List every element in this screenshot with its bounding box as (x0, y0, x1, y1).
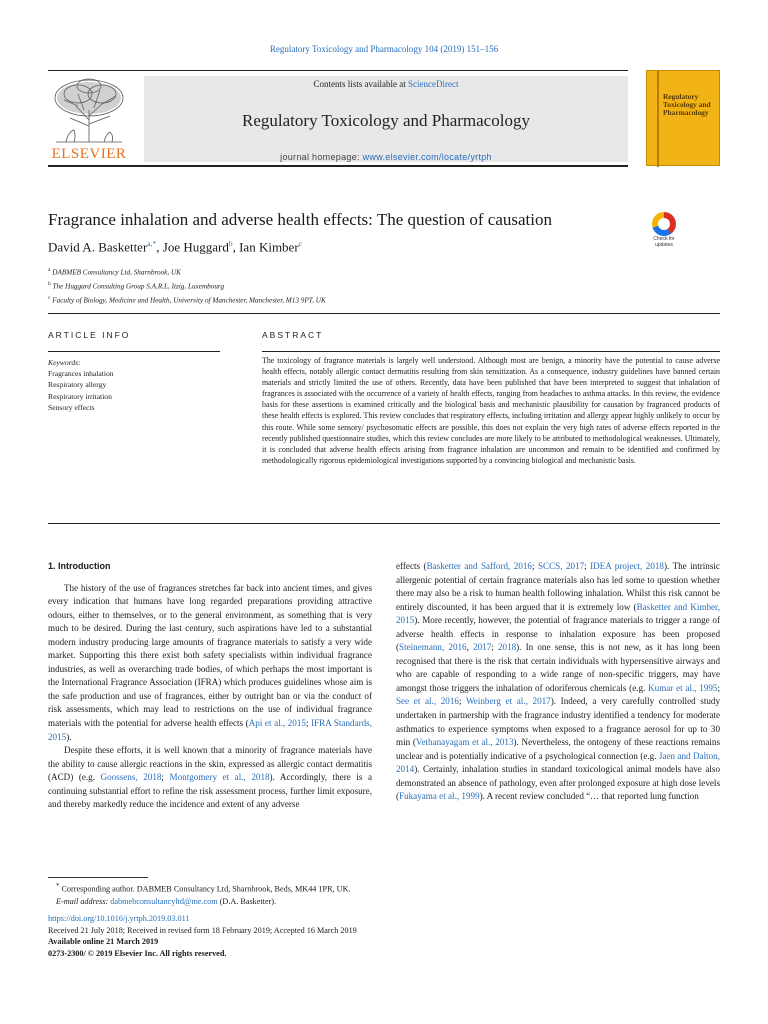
keyword-item: Respiratory irritation (48, 391, 112, 401)
body-text: ). The intrinsic allergenic potential of certain fragrance materials also has led some to question whether there may also be a risk to human health following inhalation. Whilst this risk cannot be entirely discounted, it has been argued that it is extremely low ( (396, 561, 720, 612)
body-text: ; (161, 772, 170, 783)
author-affil-mark[interactable]: b (228, 239, 233, 248)
check-updates-icon (652, 212, 676, 236)
copyright: 0273-2300/ © 2019 Elsevier Inc. All rights reserved. (48, 948, 227, 958)
author-name[interactable]: Ian Kimber (239, 239, 299, 255)
citation-link[interactable]: Jaen and Dalton, 2014 (396, 750, 720, 775)
citation-link[interactable]: Kumar et al., 1995 (648, 682, 718, 693)
citation-link[interactable]: 2018 (497, 642, 517, 653)
keywords-block (48, 357, 114, 413)
doi-link[interactable]: https://doi.org/10.1016/j.yrtph.2019.03.011 (48, 914, 190, 923)
citation-link[interactable]: 2017 (473, 642, 492, 653)
section-heading-introduction: 1. Introduction (48, 561, 111, 571)
author-affil-mark[interactable]: c (298, 239, 302, 248)
affiliations (48, 265, 326, 307)
keyword-item: Sensory effects (48, 402, 95, 412)
contents-line (144, 79, 628, 89)
cover-title: Regulatory Toxicology and Pharmacology (663, 92, 711, 117)
elsevier-wordmark: ELSEVIER (51, 146, 127, 162)
email-note: E-mail address: dabmebconsultancyltd@me.com (D.A. Basketter). (56, 896, 277, 906)
body-text: Despite these efforts, it is well known that a minority of fragrance materials have the ability to cause allergic reactions in the skin, expressed as allergic contact dermatitis (ACD) (e.g. (48, 745, 372, 783)
homepage-line (144, 152, 628, 162)
masthead-bottom-rule (48, 165, 628, 167)
citation-link[interactable]: IFRA Standards, 2015 (48, 718, 372, 742)
citation-link[interactable]: Basketter and Safford, 2016 (426, 561, 532, 571)
body-text: ). More recently, however, the potential of fragrance materials to trigger a range of adverse health effects in response to inhalation exposure has been proposed ( (396, 615, 720, 653)
body-text: ; (491, 642, 498, 653)
body-text: ; (305, 718, 312, 729)
front-matter (48, 913, 720, 959)
journal-banner (144, 76, 628, 162)
email-link[interactable]: dabmebconsultancyltd@me.com (110, 896, 218, 906)
check-for-updates-badge[interactable] (646, 212, 682, 250)
masthead-top-rule (48, 70, 628, 71)
body-text: ). A recent review concluded “… that reported lung function (479, 791, 699, 802)
author-affil-mark[interactable]: a,* (147, 239, 157, 248)
body-text: ). (66, 731, 72, 742)
journal-title: Regulatory Toxicology and Pharmacology (242, 111, 530, 130)
citation-link[interactable]: Api et al., 2015 (248, 718, 306, 729)
abstract-rule (262, 351, 720, 352)
citation-link[interactable]: Montgomery et al., 2018 (169, 772, 270, 783)
info-top-rule (48, 313, 720, 314)
body-column-right (396, 560, 720, 804)
homepage-prefix: journal homepage: (280, 152, 363, 162)
keyword-item: Fragrances inhalation (48, 369, 114, 379)
affiliation-item: $^a$ DABMEB Consultancy Ltd, Sharnbrook, UK (48, 267, 181, 277)
body-text: ). Indeed, a very carefully controlled study undertaken in partnership with the fragrance industry identified a tendency for moderate asthmatics to experience symptoms when exposed to a fragrance aerosol for up to 30 min ( (396, 696, 720, 748)
citation-link[interactable]: Basketter and Kimber, 2015 (396, 601, 720, 626)
body-text: , (466, 642, 474, 653)
body-paragraph (48, 744, 372, 812)
elsevier-tree-icon (48, 76, 130, 144)
citation-link[interactable]: Fukayama et al., 1999 (399, 791, 480, 802)
article-info-rule (48, 351, 220, 352)
body-paragraph (396, 560, 720, 804)
elsevier-logo[interactable] (48, 76, 130, 164)
body-text: ). Accordingly, there is a continuing substantial effort to refine the risk assessment process, further limit exposure, and thereby markedly reduce the incidence and extent of any adverse (48, 772, 372, 810)
author-name[interactable]: David A. Basketter (48, 239, 148, 255)
citation-link[interactable]: Vethanayagam et al., 2013 (415, 737, 514, 748)
body-text: ). Certainly, inhalation studies in standard toxicological animal models have also demonstrated an absence of pathology, even after prolonged exposure at high dose levels ( (396, 764, 720, 802)
article-title: Fragrance inhalation and adverse health effects: The question of causation (48, 210, 552, 229)
body-text: ; (458, 696, 466, 707)
body-text: effects ( (396, 561, 427, 571)
footnote-rule (48, 877, 148, 878)
homepage-link[interactable]: www.elsevier.com/locate/yrtph (362, 152, 492, 162)
keywords-title: Keywords: (48, 358, 81, 367)
author-list: David A. Basketter$^{a,*}$, Joe Huggard$^b$, Ian Kimber$^c$ (48, 239, 302, 255)
corresponding-author-note: * Corresponding author. DABMEB Consultancy Ltd, Sharnbrook, Beds, MK44 1PR, UK. (56, 883, 351, 894)
journal-reference[interactable]: Regulatory Toxicology and Pharmacology 104 (2019) 151–156 (269, 44, 499, 54)
citation-link[interactable]: SCCS, 2017 (537, 561, 585, 571)
journal-cover-thumbnail[interactable] (646, 70, 720, 166)
body-text: ). In one sense, this is not new, as it has long been recognised that there is the risk that certain individuals with hypersensitive airways and who are capable of responding to a wide range of non-specific triggers, may have amongst those triggers the inhalation of odoriferous chemicals (e.g. (396, 642, 721, 693)
abstract-text: The toxicology of fragrance materials is largely well understood. Although most are benign, a minority have the potential to cause adverse health effects, notably allergic contact dermatitis resulting from skin sensitization. As a consequence, industry guidelines have banned certain materials and strictly limited the use of others. Recently, data have been published that have been interpreted to suggest that inhalation of fragrances is associated with the occurrence of a variety of health effects, ranging from headaches to asthma attacks. In this review, the evidence basis for these assertions is examined critically and the biological basis and mechanistic plausibility for causation by fragranced products of these health effects is explored. This review concludes that respiratory effects, including irritation and allergy appear highly unlikely to occur by this route. While some sensory/ psychosomatic effects are possible, this does not explain the very high rates of adverse effects reported in the recently published questionnaire studies, which this review concludes are more likely to be attributed to methodological weaknesses. Ultimately, it is concluded that adverse health effects arising from fragrance inhalation are uncommon and remain to be identified and confirmed by methodologically rigorous epidemiological investigations supported by a convincing biological and mechanistic basis. (262, 356, 720, 465)
available-online: Available online 21 March 2019 (48, 937, 159, 947)
abstract-bottom-rule (48, 523, 720, 524)
received-dates: Received 21 July 2018; Received in revised form 18 February 2019; Accepted 16 March 2019 (48, 925, 357, 935)
sciencedirect-link[interactable]: ScienceDirect (408, 79, 459, 89)
citation-link[interactable]: Steinemann, 2016 (399, 642, 467, 653)
author-name[interactable]: Joe Huggard (162, 239, 229, 255)
body-text: The history of the use of fragrances stretches far back into ancient times, and gives every indication that humans have long regarded preparations providing attractive odours, either to themselves, or to the general environment, as something that is very much to be desired. During the last century, such aspirations have led to a substantial modern industry producing large amounts of fragrance materials to satisfy a very wide market. Supporting this there exist both safety specialists within individual fragrance industries, as well as overarching trade bodies, of which perhaps the most important is the International Fragrance Association (IFRA) which produces guidelines whose aim is the safe production and use of fragrances, either by outright ban or via the conduct of risk assessments, which may lead to restrictions on the use of individual fragrance materials with the potential for adverse health effects ( (48, 582, 372, 729)
citation-link[interactable]: IDEA project, 2018 (590, 561, 664, 571)
abstract-label: ABSTRACT (262, 330, 324, 340)
body-paragraph (48, 582, 372, 745)
body-column-left (48, 560, 372, 812)
check-updates-text: Check for updates (653, 236, 675, 248)
body-text: ; (717, 682, 720, 693)
masthead (48, 70, 720, 166)
body-text: ). Nevertheless, the ontogeny of these reactions remains unclear and is potentially indicative of a psychological connection (e.g. (396, 737, 721, 761)
affiliation-item: $^b$ The Huggard Consulting Group S.A.R.L, Itzig, Luxembourg (48, 280, 225, 291)
body-text: ; (531, 561, 538, 571)
citation-link[interactable]: Weinberg et al., 2017 (465, 696, 551, 707)
citation-link[interactable]: See et al., 2016 (396, 696, 459, 707)
affiliation-item: $^c$ Faculty of Biology, Medicine and Health, University of Manchester, Manchester, M13 9PT, UK (48, 294, 326, 305)
body-text: ; (584, 561, 591, 571)
keyword-item: Respiratory allergy (48, 380, 107, 390)
article-info-label: ARTICLE INFO (48, 330, 131, 340)
citation-link[interactable]: Goossens, 2018 (100, 772, 162, 783)
contents-prefix: Contents lists available at (313, 79, 408, 89)
footnotes (48, 881, 720, 908)
cover-stripe (657, 71, 659, 167)
